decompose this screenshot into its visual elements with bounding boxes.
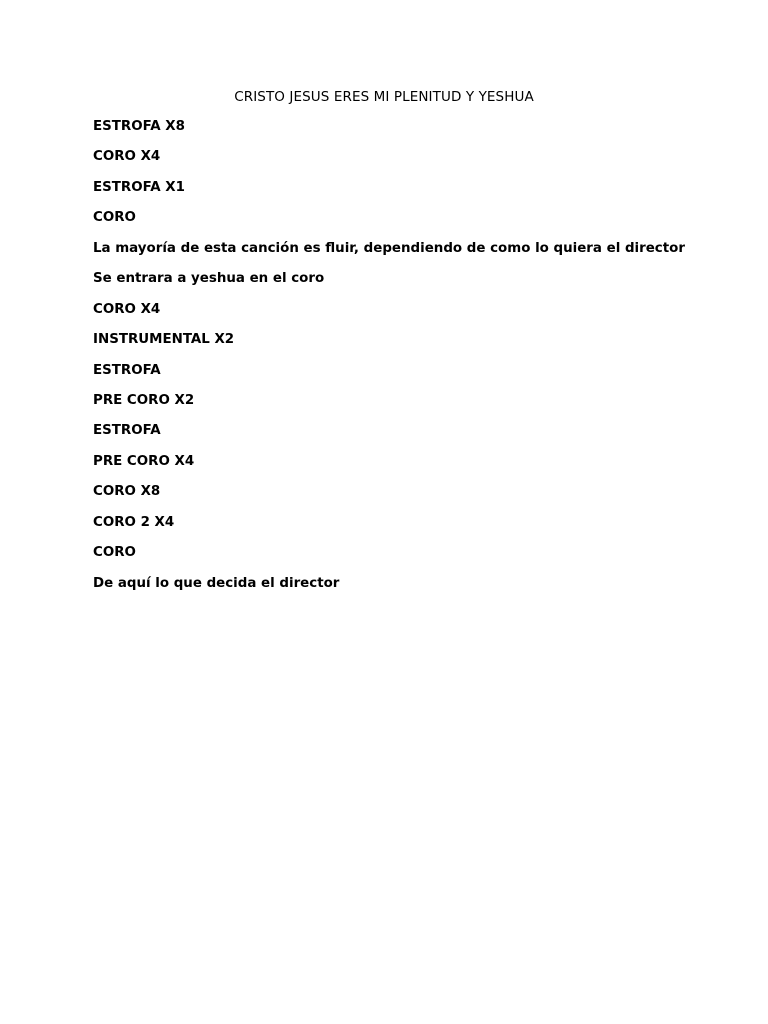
line-coro-x4-second: CORO X4	[93, 301, 161, 317]
line-coro-x4: CORO X4	[93, 149, 161, 165]
line-instrumental-x2: INSTRUMENTAL X2	[93, 332, 235, 348]
line-estrofa-second: ESTROFA	[93, 423, 161, 439]
line-estrofa-x1: ESTROFA X1	[93, 179, 185, 195]
line-coro-2-x4: CORO 2 X4	[93, 514, 175, 530]
document-title: CRISTO JESUS ERES MI PLENITUD Y YESHUA	[234, 89, 534, 105]
line-pre-coro-x2: PRE CORO X2	[93, 392, 195, 408]
line-note-director: De aquí lo que decida el director	[93, 575, 340, 591]
line-note-fluir: La mayoría de esta canción es fluir, dependiendo de como lo quiera el director	[93, 240, 685, 256]
line-coro-final: CORO	[93, 545, 136, 561]
line-coro: CORO	[93, 210, 136, 226]
line-estrofa: ESTROFA	[93, 362, 161, 378]
line-note-yeshua: Se entrara a yeshua en el coro	[93, 271, 325, 287]
song-structure-list	[93, 117, 733, 604]
line-coro-x8: CORO X8	[93, 484, 161, 500]
line-estrofa-x8: ESTROFA X8	[93, 119, 185, 134]
line-pre-coro-x4: PRE CORO X4	[93, 453, 195, 469]
